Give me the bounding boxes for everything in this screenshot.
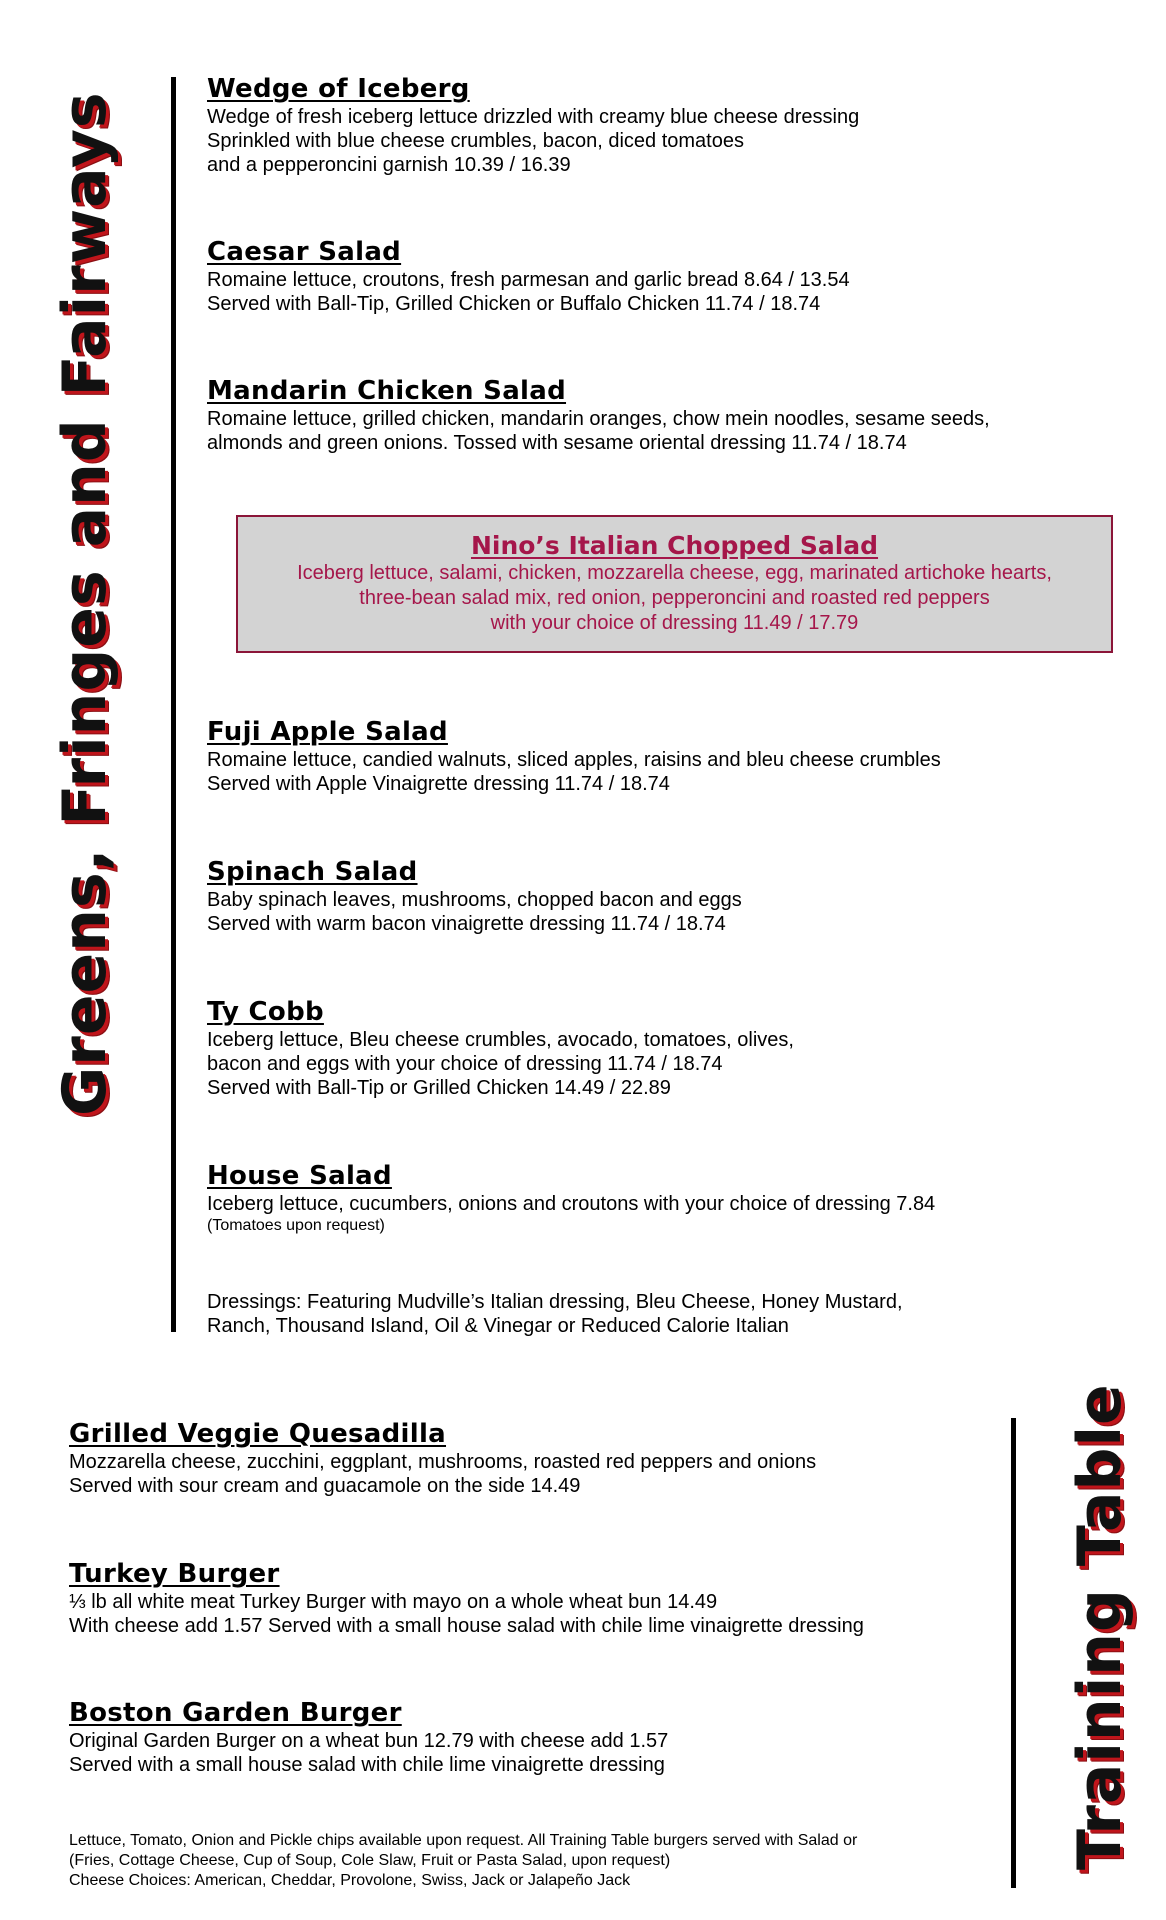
item-title: Fuji Apple Salad [207, 717, 448, 747]
item-title: Ty Cobb [207, 997, 324, 1027]
item-title: Spinach Salad [207, 857, 418, 887]
item-desc: almonds and green onions. Tossed with sesame oriental dressing 11.74 / 18.74 [207, 432, 907, 454]
featured-desc: with your choice of dressing 11.49 / 17.79 [490, 612, 859, 634]
dressings-line: Ranch, Thousand Island, Oil & Vinegar or Reduced Calorie Italian [207, 1315, 789, 1337]
item-desc: bacon and eggs with your choice of dressing 11.74 / 18.74 [207, 1053, 723, 1075]
training-section-title: Training Table [1065, 1383, 1135, 1870]
item-desc: Iceberg lettuce, cucumbers, onions and croutons with your choice of dressing 7.84 [207, 1193, 936, 1215]
menu-item-caesar [207, 236, 850, 316]
section-divider [171, 77, 176, 1332]
item-desc: Served with Apple Vinaigrette dressing 11.74 / 18.74 [207, 773, 670, 795]
featured-title: Nino’s Italian Chopped Salad [470, 531, 879, 560]
item-desc: Served with warm bacon vinaigrette dressing 11.74 / 18.74 [207, 913, 726, 935]
featured-desc: Iceberg lettuce, salami, chicken, mozzarella cheese, egg, marinated artichoke hearts, [297, 562, 1052, 584]
item-desc: Sprinkled with blue cheese crumbles, bacon, diced tomatoes [207, 130, 744, 152]
greens-section-title: Greens, Fringes and Fairways [50, 91, 120, 1116]
item-desc: Iceberg lettuce, Bleu cheese crumbles, avocado, tomatoes, olives, [207, 1029, 794, 1051]
section-divider [1011, 1418, 1016, 1888]
item-desc: Wedge of fresh iceberg lettuce drizzled with creamy blue cheese dressing [207, 106, 860, 128]
item-desc: Romaine lettuce, croutons, fresh parmesan and garlic bread 8.64 / 13.54 [207, 269, 850, 291]
item-desc: Romaine lettuce, candied walnuts, sliced apples, raisins and bleu cheese crumbles [207, 749, 941, 771]
dressings-note [207, 1290, 903, 1338]
menu-item-house-salad [207, 1160, 935, 1236]
footnote-line: Lettuce, Tomato, Onion and Pickle chips available upon request. All Training Table burgers served with Salad or [69, 1832, 858, 1849]
menu-item-fuji-apple [207, 716, 941, 796]
menu-item-wedge [207, 73, 859, 177]
item-title: Wedge of Iceberg [207, 74, 470, 104]
item-desc: Served with Ball-Tip, Grilled Chicken or Buffalo Chicken 11.74 / 18.74 [207, 293, 821, 315]
menu-item-turkey-burger [69, 1558, 864, 1638]
menu-item-boston-garden-burger [69, 1697, 668, 1777]
item-title: Turkey Burger [69, 1559, 280, 1589]
featured-salad-box [236, 515, 1113, 653]
item-title: Grilled Veggie Quesadilla [69, 1419, 447, 1449]
item-desc: Mozzarella cheese, zucchini, eggplant, mushrooms, roasted red peppers and onions [69, 1451, 817, 1473]
item-desc: Romaine lettuce, grilled chicken, mandarin oranges, chow mein noodles, sesame seeds, [207, 408, 990, 430]
item-desc: Served with Ball-Tip or Grilled Chicken 14.49 / 22.89 [207, 1077, 671, 1099]
menu-item-spinach [207, 856, 742, 936]
item-title: Boston Garden Burger [69, 1698, 402, 1728]
item-desc: Original Garden Burger on a wheat bun 12.79 with cheese add 1.57 [69, 1730, 669, 1752]
menu-item-ty-cobb [207, 996, 794, 1100]
item-note: (Tomatoes upon request) [207, 1217, 385, 1234]
item-desc: and a pepperoncini garnish 10.39 / 16.39 [207, 154, 571, 176]
item-desc: Served with a small house salad with chile lime vinaigrette dressing [69, 1754, 665, 1776]
item-desc: Baby spinach leaves, mushrooms, chopped bacon and eggs [207, 889, 742, 911]
footnote [69, 1831, 857, 1891]
item-title: House Salad [207, 1161, 392, 1191]
footnote-line: (Fries, Cottage Cheese, Cup of Soup, Cole Slaw, Fruit or Pasta Salad, upon request) [69, 1852, 671, 1869]
item-title: Mandarin Chicken Salad [207, 376, 567, 406]
item-desc: Served with sour cream and guacamole on the side 14.49 [69, 1475, 581, 1497]
dressings-line: Dressings: Featuring Mudville’s Italian dressing, Bleu Cheese, Honey Mustard, [207, 1291, 903, 1313]
featured-desc: three-bean salad mix, red onion, pepperoncini and roasted red peppers [359, 587, 990, 609]
menu-item-quesadilla [69, 1418, 816, 1498]
footnote-line: Cheese Choices: American, Cheddar, Provolone, Swiss, Jack or Jalapeño Jack [69, 1872, 631, 1889]
menu-item-mandarin [207, 375, 990, 455]
item-desc: ⅓ lb all white meat Turkey Burger with mayo on a whole wheat bun 14.49 [69, 1591, 718, 1613]
item-title: Caesar Salad [207, 237, 402, 267]
item-desc: With cheese add 1.57 Served with a small house salad with chile lime vinaigrette dressing [69, 1615, 864, 1637]
